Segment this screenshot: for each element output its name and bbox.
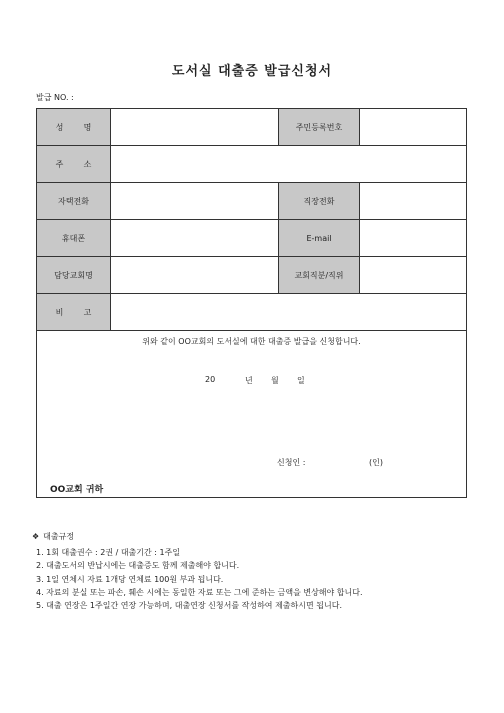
form-row-declaration (37, 331, 467, 498)
remarks-field[interactable] (111, 294, 467, 331)
application-form (36, 108, 467, 498)
office-phone-field[interactable] (360, 183, 467, 220)
applicant-label: 신청인 : (277, 458, 306, 467)
date-year-label: 년 (245, 376, 253, 385)
office-phone-label: 직장전화 (279, 183, 360, 220)
mobile-field[interactable] (111, 220, 279, 257)
form-row-remarks (37, 294, 467, 331)
rules-list (36, 546, 363, 612)
addressee: OO교회 귀하 (50, 485, 104, 495)
resident-number-field[interactable] (360, 109, 467, 146)
issue-number-label: 발급 NO. : (36, 93, 74, 102)
rules-heading-text: 대출규정 (43, 532, 75, 541)
name-field[interactable] (111, 109, 279, 146)
date-year-prefix: 20 (205, 375, 216, 384)
diamond-bullet-icon: ❖ (32, 532, 40, 541)
form-row-address (37, 146, 467, 183)
date-month-label: 월 (271, 376, 279, 385)
church-in-charge-field[interactable] (111, 257, 279, 294)
form-row-phone (37, 183, 467, 220)
address-label: 주 소 (37, 146, 111, 183)
rules-heading (32, 531, 74, 542)
rule-item: 4. 자료의 분실 또는 파손, 훼손 시에는 동일한 자료 또는 그에 준하는 금액을 변상해야 합니다. (36, 587, 363, 597)
rule-item: 5. 대출 연장은 1주일간 연장 가능하며, 대출연장 신청서를 작성하여 제출하시면 됩니다. (36, 601, 342, 611)
resident-number-label: 주민등록번호 (279, 109, 360, 146)
home-phone-label: 자택전화 (37, 183, 111, 220)
form-row-name (37, 109, 467, 146)
declaration-text: 위와 같이 OO교회의 도서실에 대한 대출증 발급을 신청합니다. (142, 337, 361, 346)
email-field[interactable] (360, 220, 467, 257)
seal-label: (인) (369, 458, 383, 467)
date-day-label: 일 (297, 376, 305, 385)
church-in-charge-label: 담당교회명 (37, 257, 111, 294)
address-field[interactable] (111, 146, 467, 183)
declaration-box (37, 331, 467, 498)
form-row-church (37, 257, 467, 294)
church-position-label: 교회직분/직위 (279, 257, 360, 294)
rule-item: 3. 1일 연체시 자료 1개당 연체료 100원 부과 됩니다. (36, 574, 224, 584)
remarks-label: 비 고 (37, 294, 111, 331)
mobile-label: 휴대폰 (37, 220, 111, 257)
home-phone-field[interactable] (111, 183, 279, 220)
church-position-field[interactable] (360, 257, 467, 294)
document-title: 도서실 대출증 발급신청서 (171, 64, 333, 79)
name-label: 성 명 (37, 109, 111, 146)
form-row-mobile (37, 220, 467, 257)
rule-item: 2. 대출도서의 반납시에는 대출증도 함께 제출해야 합니다. (36, 561, 240, 571)
email-label: E-mail (279, 220, 360, 257)
rule-item: 1. 1회 대출권수 : 2권 / 대출기간 : 1주일 (36, 548, 181, 557)
